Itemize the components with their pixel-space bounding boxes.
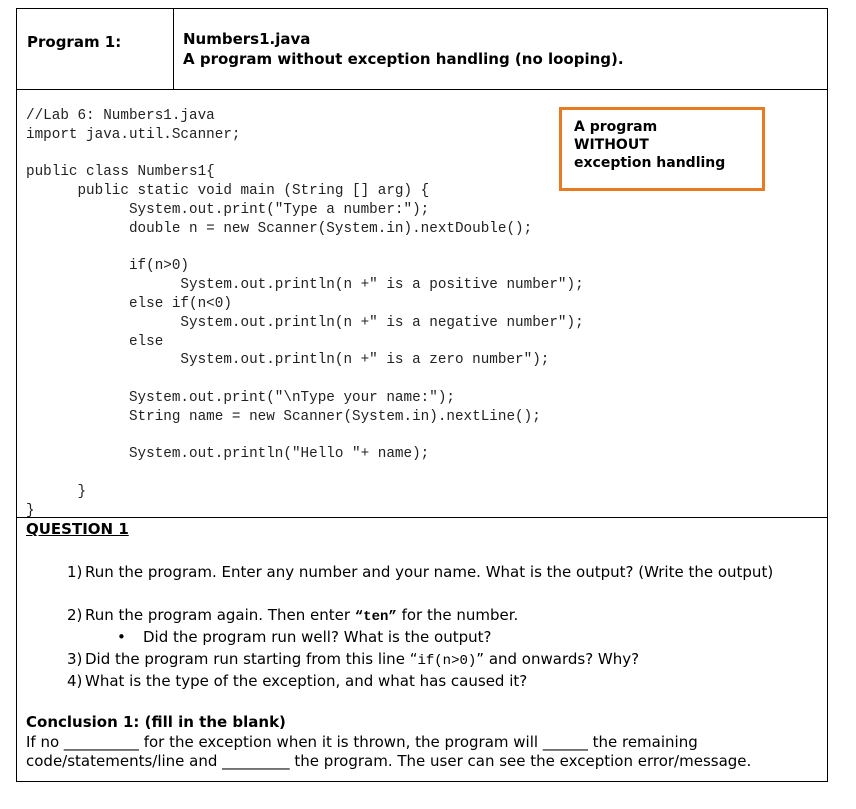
question-number: 1) [67,563,83,581]
code-line [26,427,584,446]
code-listing [17,89,827,518]
program-description: A program without exception handling (no looping). [183,50,624,68]
question-number: 2) [67,606,83,624]
code-block [26,107,584,521]
question-number: 4) [67,672,83,690]
question-text-part: Run the program again. Then enter [85,606,355,624]
question-text: Run the program. Enter any number and your name. What is the output? (Write the output) [85,563,774,581]
question-text: What is the type of the exception, and what has caused it? [85,672,528,690]
code-line: double n = new Scanner(System.in).nextDouble(); [26,220,533,237]
program-label: Program 1: [27,33,122,51]
question-text-part: ” and onwards? Why? [476,650,640,668]
code-snippet: if(n>0) [417,653,477,669]
code-line: System.out.println(n +" is a negative number"); [26,314,584,331]
bullet-dot-icon: • [117,628,126,646]
program-header [17,9,827,90]
bullet-text: Did the program run well? What is the output? [143,628,492,646]
code-line: } [26,483,87,500]
callout-box [559,107,765,191]
callout-line-2: WITHOUT [574,137,649,153]
question-text-part: Did the program run starting from this line “ [85,650,418,668]
question-section [17,518,827,782]
input-example: “ten” [354,609,397,625]
code-line: System.out.println(n +" is a positive number"); [26,277,584,294]
program-label-cell [17,9,174,89]
code-line: public class Numbers1{ [26,164,215,181]
question-title: QUESTION 1 [26,520,129,538]
program-title-cell [183,29,624,69]
program-file-name: Numbers1.java [183,30,311,48]
code-line: System.out.print("\nType your name:"); [26,389,455,406]
code-line: public static void main (String [] arg) { [26,183,430,200]
conclusion-text: If no __________ for the exception when it is thrown, the program will ______ the remaining code/statements/line and _________ the program. The user can see the exception error/message. [26,733,752,770]
code-line: System.out.println("Hello "+ name); [26,446,430,463]
code-line: if(n>0) [26,258,190,275]
worksheet [16,8,828,782]
question-text-part: for the number. [396,606,519,624]
code-line: import java.util.Scanner; [26,126,241,143]
code-line: System.out.println(n +" is a zero number"); [26,352,550,369]
code-line [26,464,584,483]
question-text [85,649,791,671]
code-line [26,239,584,258]
code-line: else [26,333,164,350]
code-line: //Lab 6: Numbers1.java [26,108,215,124]
code-line: } [26,502,35,519]
question-number: 3) [67,650,83,668]
conclusion-title: Conclusion 1: (fill in the blank) [26,713,286,731]
code-line [26,145,584,164]
code-line: String name = new Scanner(System.in).nextLine(); [26,408,541,425]
callout-line-3: exception handling [574,155,726,171]
code-line [26,370,584,389]
code-line: else if(n<0) [26,295,232,312]
callout-line-1: A program [574,119,658,135]
code-line: System.out.print("Type a number:"); [26,201,430,218]
question-text [85,605,791,627]
